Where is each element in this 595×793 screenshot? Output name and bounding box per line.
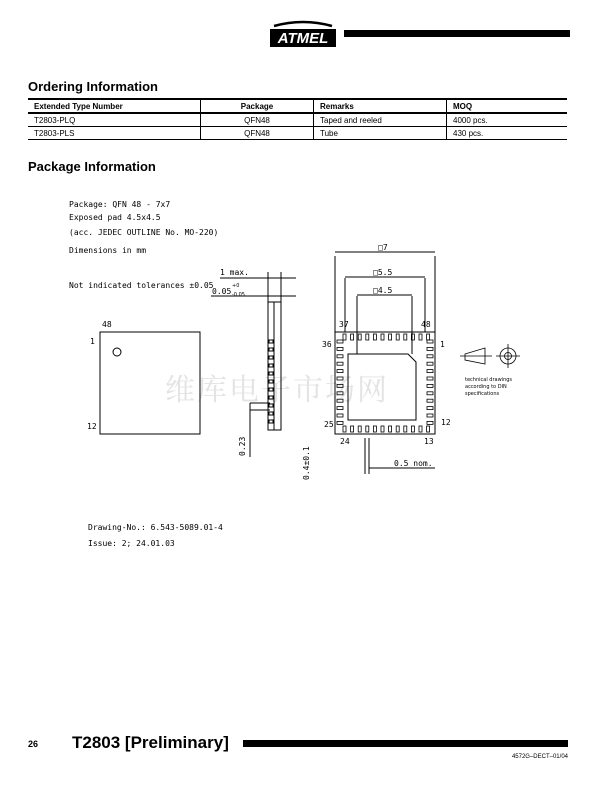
pin-label-1-b: 1 — [440, 340, 445, 349]
pad-top — [343, 334, 346, 340]
pad-bottom — [351, 426, 354, 432]
pad-bottom — [404, 426, 407, 432]
pad-top — [373, 334, 376, 340]
col-package: Package — [201, 99, 314, 113]
col-remarks: Remarks — [314, 99, 447, 113]
projection-symbol — [460, 344, 520, 368]
pin-label-12-b: 12 — [441, 418, 451, 427]
cell-type: T2803-PLS — [28, 127, 201, 140]
dim-45: □4.5 — [373, 286, 393, 295]
pin-label-36: 36 — [322, 340, 332, 349]
pad-right — [427, 370, 433, 373]
page-number: 26 — [28, 739, 39, 749]
logo-text: ATMEL — [277, 30, 329, 47]
note-package: Package: QFN 48 - 7x7 — [69, 200, 171, 209]
pad-right — [427, 392, 433, 395]
din-note-1: technical drawings — [465, 377, 513, 383]
col-moq: MOQ — [447, 99, 568, 113]
pad-top — [419, 334, 422, 340]
note-exposed-pad: Exposed pad 4.5x4.5 — [69, 213, 161, 222]
din-note-2: according to DIN — [465, 384, 507, 390]
pad-left — [337, 414, 343, 417]
dim-7: □7 — [378, 243, 388, 252]
pad-top — [396, 334, 399, 340]
dim-023: 0.23 — [238, 436, 247, 456]
pad-top — [358, 334, 361, 340]
side-view — [211, 272, 296, 457]
pad-bottom — [427, 426, 430, 432]
pad-top — [381, 334, 384, 340]
dim-005-tol-bot: -0.05 — [232, 292, 245, 298]
pin-label-13: 13 — [424, 437, 434, 446]
atmel-logo — [268, 20, 338, 52]
cell-package: QFN48 — [201, 127, 314, 140]
pad-bottom — [373, 426, 376, 432]
pad-left — [337, 362, 343, 365]
dim-005-tol-top: +0 — [232, 283, 240, 289]
pin-label-37: 37 — [339, 320, 349, 329]
pad-bottom — [389, 426, 392, 432]
note-dimensions: Dimensions in mm — [69, 246, 147, 255]
dim-55: □5.5 — [373, 268, 393, 277]
pin-label-1: 1 — [90, 337, 95, 346]
cell-remarks: Taped and reeled — [314, 113, 447, 127]
doc-code: 4572G–DECT–01/04 — [511, 754, 568, 760]
pad-top — [366, 334, 369, 340]
pin-label-24: 24 — [340, 437, 350, 446]
dim-1max: 1 max. — [220, 268, 249, 277]
footer-rule — [243, 740, 568, 747]
pin-label-48-b: 48 — [421, 320, 431, 329]
note-tolerance: Not indicated tolerances ±0.05 — [69, 281, 214, 290]
watermark: 维库电子市场网 — [165, 373, 389, 408]
pad-top — [404, 334, 407, 340]
pad-bottom — [396, 426, 399, 432]
pad-top — [427, 334, 430, 340]
pin-label-12: 12 — [87, 422, 97, 431]
pad-bottom — [358, 426, 361, 432]
pin-label-48: 48 — [102, 320, 112, 329]
cell-package: QFN48 — [201, 113, 314, 127]
pad-left — [337, 340, 343, 343]
pad-top — [389, 334, 392, 340]
pad-top — [351, 334, 354, 340]
header-rule — [344, 30, 570, 37]
pad-right — [427, 407, 433, 410]
pad-left — [337, 355, 343, 358]
note-jedec: (acc. JEDEC OUTLINE No. MO-220) — [69, 228, 219, 237]
package-heading: Package Information — [28, 159, 156, 174]
cell-moq: 430 pcs. — [447, 127, 568, 140]
pad-left — [337, 421, 343, 424]
pad-right — [427, 377, 433, 380]
issue-date: Issue: 2; 24.01.03 — [88, 539, 175, 548]
cell-type: T2803-PLQ — [28, 113, 201, 127]
dim-05nom: 0.5 nom. — [394, 459, 433, 468]
drawing-number: Drawing-No.: 6.543-5089.01-4 — [88, 523, 223, 532]
pad-right — [427, 384, 433, 387]
pad-bottom — [419, 426, 422, 432]
footer-title: T2803 [Preliminary] — [72, 733, 229, 752]
col-extended-type: Extended Type Number — [28, 99, 201, 113]
pad-right — [427, 399, 433, 402]
pad-right — [427, 421, 433, 424]
cell-moq: 4000 pcs. — [447, 113, 568, 127]
pin-label-25: 25 — [324, 420, 334, 429]
cell-remarks: Tube — [314, 127, 447, 140]
pad-bottom — [343, 426, 346, 432]
table-row — [28, 113, 567, 127]
pad-bottom — [366, 426, 369, 432]
pad-bottom — [411, 426, 414, 432]
package-drawing — [60, 192, 540, 552]
ordering-table — [28, 98, 567, 140]
pad-right — [427, 355, 433, 358]
pad-right — [427, 347, 433, 350]
dim-04: 0.4±0.1 — [302, 446, 311, 480]
pad-right — [427, 414, 433, 417]
pad-bottom — [381, 426, 384, 432]
table-header-row — [28, 99, 567, 113]
dim-005: 0.05 — [212, 287, 232, 296]
din-note-3: specifications — [465, 391, 500, 397]
pad-left — [337, 347, 343, 350]
pad-right — [427, 340, 433, 343]
table-row — [28, 127, 567, 140]
pad-right — [427, 362, 433, 365]
ordering-heading: Ordering Information — [28, 79, 158, 94]
